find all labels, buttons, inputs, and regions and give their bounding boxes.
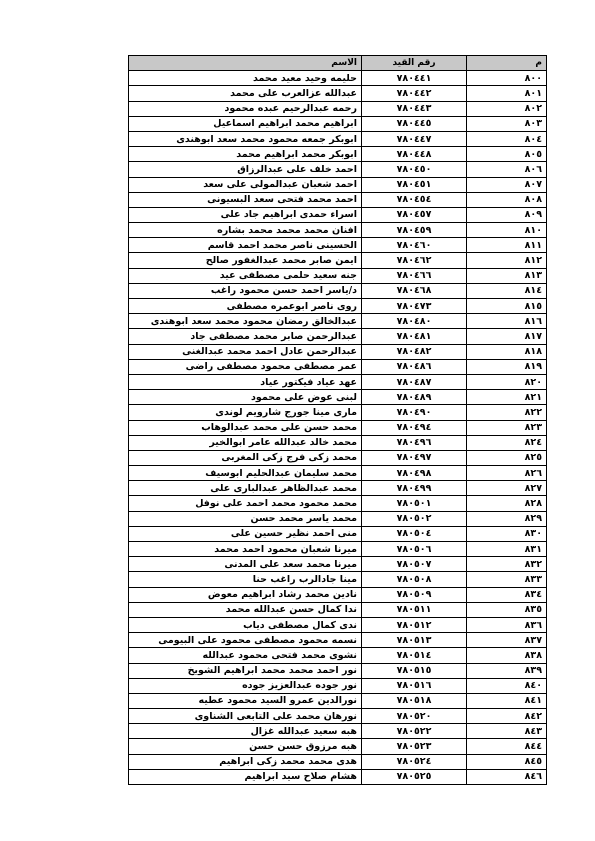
table-row bbox=[129, 466, 547, 481]
table-row bbox=[129, 314, 547, 329]
table-row bbox=[129, 450, 547, 465]
name-cell: احمد محمد فتحى سعد البسيونى bbox=[129, 192, 362, 207]
table-row bbox=[129, 207, 547, 222]
table-row bbox=[129, 390, 547, 405]
serial-number-cell: ٨١٥ bbox=[467, 299, 547, 314]
serial-number-cell: ٨٠٠ bbox=[467, 71, 547, 86]
registration-number-cell: ٧٨٠٤٤٥ bbox=[362, 116, 467, 131]
name-cell: ايمن صابر محمد عبدالغفور صالح bbox=[129, 253, 362, 268]
name-cell: محمد خالد عبدالله عامر ابوالخير bbox=[129, 435, 362, 450]
serial-number-cell: ٨٤١ bbox=[467, 693, 547, 708]
serial-number-cell: ٨٤٠ bbox=[467, 678, 547, 693]
registration-number-cell: ٧٨٠٤٨٠ bbox=[362, 314, 467, 329]
table-row bbox=[129, 481, 547, 496]
name-cell: ابوبكر محمد ابراهيم محمد bbox=[129, 147, 362, 162]
serial-number-cell: ٨٠٧ bbox=[467, 177, 547, 192]
serial-number-cell: ٨٣٤ bbox=[467, 587, 547, 602]
table-row bbox=[129, 769, 547, 784]
name-cell: احمد خلف على عبدالرزاق bbox=[129, 162, 362, 177]
name-cell: نور احمد محمد محمد ابراهيم الشويخ bbox=[129, 663, 362, 678]
table-row bbox=[129, 268, 547, 283]
table-row bbox=[129, 542, 547, 557]
name-cell: محمد محمود محمد احمد على نوفل bbox=[129, 496, 362, 511]
name-cell: مارى مينا جورج شارويم لوندى bbox=[129, 405, 362, 420]
table-row bbox=[129, 344, 547, 359]
table-row bbox=[129, 299, 547, 314]
registration-number-cell: ٧٨٠٤٨٢ bbox=[362, 344, 467, 359]
registration-number-cell: ٧٨٠٥١٣ bbox=[362, 633, 467, 648]
registration-number-cell: ٧٨٠٤٧٣ bbox=[362, 299, 467, 314]
serial-number-cell: ٨٢٣ bbox=[467, 420, 547, 435]
registration-number-cell: ٧٨٠٤٥٧ bbox=[362, 207, 467, 222]
registration-number-cell: ٧٨٠٤٥٤ bbox=[362, 192, 467, 207]
serial-number-cell: ٨١٢ bbox=[467, 253, 547, 268]
serial-number-cell: ٨٠٨ bbox=[467, 192, 547, 207]
registration-number-cell: ٧٨٠٤٨٧ bbox=[362, 374, 467, 389]
table-row bbox=[129, 587, 547, 602]
table-row bbox=[129, 420, 547, 435]
name-cell: محمد ياسر محمد حسن bbox=[129, 511, 362, 526]
registration-number-cell: ٧٨٠٤٥٩ bbox=[362, 223, 467, 238]
registration-number-cell: ٧٨٠٤٦٠ bbox=[362, 238, 467, 253]
table-row bbox=[129, 526, 547, 541]
name-cell: افنان محمد محمد محمد بشاره bbox=[129, 223, 362, 238]
registration-number-cell: ٧٨٠٤٤١ bbox=[362, 71, 467, 86]
name-cell: مينا جادالرب راغب حنا bbox=[129, 572, 362, 587]
table-row bbox=[129, 86, 547, 101]
name-cell: هشام صلاح سيد ابراهيم bbox=[129, 769, 362, 784]
name-cell: نور جوده عبدالعزيز جوده bbox=[129, 678, 362, 693]
name-cell: ندى كمال مصطفى دياب bbox=[129, 617, 362, 632]
table-row bbox=[129, 602, 547, 617]
serial-number-cell: ٨١٩ bbox=[467, 359, 547, 374]
serial-number-cell: ٨٤٦ bbox=[467, 769, 547, 784]
serial-number-cell: ٨١٧ bbox=[467, 329, 547, 344]
registration-number-cell: ٧٨٠٤٨١ bbox=[362, 329, 467, 344]
table-row bbox=[129, 238, 547, 253]
serial-number-cell: ٨٤٤ bbox=[467, 739, 547, 754]
serial-number-cell: ٨٢٨ bbox=[467, 496, 547, 511]
serial-number-cell: ٨٢٥ bbox=[467, 450, 547, 465]
registration-number-cell: ٧٨٠٤٤٣ bbox=[362, 101, 467, 116]
name-cell: د/ياسر احمد حسن محمود راغب bbox=[129, 283, 362, 298]
table-row bbox=[129, 147, 547, 162]
serial-number-cell: ٨٢٠ bbox=[467, 374, 547, 389]
table-row bbox=[129, 693, 547, 708]
serial-number-cell: ٨٠٦ bbox=[467, 162, 547, 177]
registration-number-cell: ٧٨٠٥١٥ bbox=[362, 663, 467, 678]
registration-number-cell: ٧٨٠٥٠٤ bbox=[362, 526, 467, 541]
serial-number-cell: ٨٢٧ bbox=[467, 481, 547, 496]
name-cell: روى ناصر ابوعمره مصطفى bbox=[129, 299, 362, 314]
name-cell: عهد عياد فيكتور عياد bbox=[129, 374, 362, 389]
name-cell: نورالدين عمرو السيد محمود عطيه bbox=[129, 693, 362, 708]
table-row bbox=[129, 253, 547, 268]
registration-number-cell: ٧٨٠٤٦٨ bbox=[362, 283, 467, 298]
name-cell: احمد شعبان عبدالمولى على سعد bbox=[129, 177, 362, 192]
serial-number-cell: ٨٠٩ bbox=[467, 207, 547, 222]
table-row bbox=[129, 572, 547, 587]
serial-number-cell: ٨٢٦ bbox=[467, 466, 547, 481]
registration-number-cell: ٧٨٠٥٠٨ bbox=[362, 572, 467, 587]
table-row bbox=[129, 496, 547, 511]
name-cell: نسمه محمود مصطفى محمود على البيومى bbox=[129, 633, 362, 648]
registration-number-cell: ٧٨٠٥٠٩ bbox=[362, 587, 467, 602]
header-name: الاسم bbox=[129, 56, 362, 71]
name-cell: نورهان محمد على التابعى الشناوى bbox=[129, 709, 362, 724]
serial-number-cell: ٨٣٧ bbox=[467, 633, 547, 648]
name-cell: عبدالرحمن صابر محمد مصطفى جاد bbox=[129, 329, 362, 344]
table-row bbox=[129, 405, 547, 420]
serial-number-cell: ٨٤٣ bbox=[467, 724, 547, 739]
table-row bbox=[129, 329, 547, 344]
name-cell: لبنى عوض على محمود bbox=[129, 390, 362, 405]
table-row bbox=[129, 283, 547, 298]
registration-number-cell: ٧٨٠٥٠١ bbox=[362, 496, 467, 511]
name-cell: ابوبكر جمعه محمود محمد سعد ابوهندى bbox=[129, 131, 362, 146]
header-row bbox=[129, 56, 547, 71]
registration-number-cell: ٧٨٠٥٠٧ bbox=[362, 557, 467, 572]
name-cell: نشوى محمد فتحى محمود عبدالله bbox=[129, 648, 362, 663]
name-cell: اسراء حمدى ابراهيم جاد على bbox=[129, 207, 362, 222]
table-row bbox=[129, 633, 547, 648]
serial-number-cell: ٨٢٤ bbox=[467, 435, 547, 450]
table-row bbox=[129, 177, 547, 192]
registration-number-cell: ٧٨٠٤٨٦ bbox=[362, 359, 467, 374]
table-row bbox=[129, 617, 547, 632]
name-cell: نادين محمد رشاد ابراهيم معوض bbox=[129, 587, 362, 602]
serial-number-cell: ٨٣٣ bbox=[467, 572, 547, 587]
serial-number-cell: ٨١١ bbox=[467, 238, 547, 253]
registration-number-cell: ٧٨٠٤٤٨ bbox=[362, 147, 467, 162]
name-cell: ميرنا محمد سعد على المدنى bbox=[129, 557, 362, 572]
table-row bbox=[129, 648, 547, 663]
table-row bbox=[129, 724, 547, 739]
table-row bbox=[129, 192, 547, 207]
name-cell: عمر مصطفى محمود مصطفى راضى bbox=[129, 359, 362, 374]
name-cell: رحمه عبدالرحيم عبده محمود bbox=[129, 101, 362, 116]
table-row bbox=[129, 511, 547, 526]
serial-number-cell: ٨١٨ bbox=[467, 344, 547, 359]
table-row bbox=[129, 101, 547, 116]
serial-number-cell: ٨٢١ bbox=[467, 390, 547, 405]
name-cell: ندا كمال حسن عبدالله محمد bbox=[129, 602, 362, 617]
serial-number-cell: ٨٢٢ bbox=[467, 405, 547, 420]
serial-number-cell: ٨٣٠ bbox=[467, 526, 547, 541]
registration-number-cell: ٧٨٠٥٢٣ bbox=[362, 739, 467, 754]
name-cell: هبه سعيد عبدالله غزال bbox=[129, 724, 362, 739]
table-row bbox=[129, 223, 547, 238]
registration-number-cell: ٧٨٠٥٢٤ bbox=[362, 754, 467, 769]
serial-number-cell: ٨٤٥ bbox=[467, 754, 547, 769]
registration-number-cell: ٧٨٠٤٦٦ bbox=[362, 268, 467, 283]
registration-number-cell: ٧٨٠٤٦٢ bbox=[362, 253, 467, 268]
registration-number-cell: ٧٨٠٤٥١ bbox=[362, 177, 467, 192]
name-cell: عبدالله عزالعرب على محمد bbox=[129, 86, 362, 101]
registration-number-cell: ٧٨٠٥٠٦ bbox=[362, 542, 467, 557]
registration-number-cell: ٧٨٠٤٩٧ bbox=[362, 450, 467, 465]
register-table bbox=[128, 55, 547, 785]
serial-number-cell: ٨٠١ bbox=[467, 86, 547, 101]
registration-number-cell: ٧٨٠٤٩٩ bbox=[362, 481, 467, 496]
registration-number-cell: ٧٨٠٥١٢ bbox=[362, 617, 467, 632]
serial-number-cell: ٨١٤ bbox=[467, 283, 547, 298]
serial-number-cell: ٨١٦ bbox=[467, 314, 547, 329]
header-serial-number: م bbox=[467, 56, 547, 71]
registration-number-cell: ٧٨٠٤٤٧ bbox=[362, 131, 467, 146]
table-row bbox=[129, 709, 547, 724]
serial-number-cell: ٨٣٦ bbox=[467, 617, 547, 632]
table-row bbox=[129, 663, 547, 678]
registration-number-cell: ٧٨٠٥٢٢ bbox=[362, 724, 467, 739]
header-registration-number: رقم القيد bbox=[362, 56, 467, 71]
name-cell: محمد زكى فرج زكى المغربى bbox=[129, 450, 362, 465]
registration-number-cell: ٧٨٠٤٨٩ bbox=[362, 390, 467, 405]
table-row bbox=[129, 116, 547, 131]
name-cell: جنه سعيد حلمى مصطفى عيد bbox=[129, 268, 362, 283]
table-body bbox=[129, 71, 547, 785]
name-cell: منى احمد نظير حسين على bbox=[129, 526, 362, 541]
name-cell: الحسينى ناصر محمد احمد قاسم bbox=[129, 238, 362, 253]
serial-number-cell: ٨٣٥ bbox=[467, 602, 547, 617]
name-cell: محمد حسن على محمد عبدالوهاب bbox=[129, 420, 362, 435]
name-cell: محمد سليمان عبدالحليم ابوسيف bbox=[129, 466, 362, 481]
table-row bbox=[129, 678, 547, 693]
registration-number-cell: ٧٨٠٤٥٠ bbox=[362, 162, 467, 177]
name-cell: عبدالخالق رمضان محمود محمد سعد ابوهندى bbox=[129, 314, 362, 329]
serial-number-cell: ٨٠٥ bbox=[467, 147, 547, 162]
name-cell: حليمه وحيد معيد محمد bbox=[129, 71, 362, 86]
table-row bbox=[129, 71, 547, 86]
registration-number-cell: ٧٨٠٤٩٠ bbox=[362, 405, 467, 420]
name-cell: هبه مرزوق حسن حسن bbox=[129, 739, 362, 754]
serial-number-cell: ٨٢٩ bbox=[467, 511, 547, 526]
table-row bbox=[129, 162, 547, 177]
table-row bbox=[129, 374, 547, 389]
registration-number-cell: ٧٨٠٤٩٦ bbox=[362, 435, 467, 450]
table-row bbox=[129, 754, 547, 769]
registration-number-cell: ٧٨٠٥٠٢ bbox=[362, 511, 467, 526]
registration-number-cell: ٧٨٠٥١١ bbox=[362, 602, 467, 617]
table-row bbox=[129, 435, 547, 450]
serial-number-cell: ٨٠٢ bbox=[467, 101, 547, 116]
table-row bbox=[129, 739, 547, 754]
name-cell: ابراهيم محمد ابراهيم اسماعيل bbox=[129, 116, 362, 131]
registration-number-cell: ٧٨٠٤٩٤ bbox=[362, 420, 467, 435]
registration-number-cell: ٧٨٠٥١٤ bbox=[362, 648, 467, 663]
registration-number-cell: ٧٨٠٥١٦ bbox=[362, 678, 467, 693]
serial-number-cell: ٨٠٤ bbox=[467, 131, 547, 146]
serial-number-cell: ٨٣٨ bbox=[467, 648, 547, 663]
table-row bbox=[129, 557, 547, 572]
name-cell: عبدالرحمن عادل احمد محمد عبدالغنى bbox=[129, 344, 362, 359]
registration-number-cell: ٧٨٠٥٢٥ bbox=[362, 769, 467, 784]
table-row bbox=[129, 359, 547, 374]
name-cell: محمد عبدالظاهر عبدالبارى على bbox=[129, 481, 362, 496]
table-header bbox=[129, 56, 547, 71]
registration-number-cell: ٧٨٠٤٩٨ bbox=[362, 466, 467, 481]
serial-number-cell: ٨٤٢ bbox=[467, 709, 547, 724]
registration-number-cell: ٧٨٠٥٢٠ bbox=[362, 709, 467, 724]
serial-number-cell: ٨١٣ bbox=[467, 268, 547, 283]
table-row bbox=[129, 131, 547, 146]
name-cell: ميرنا شعبان محمود احمد محمد bbox=[129, 542, 362, 557]
name-cell: هدى محمد محمد زكى ابراهيم bbox=[129, 754, 362, 769]
serial-number-cell: ٨٣٩ bbox=[467, 663, 547, 678]
registration-number-cell: ٧٨٠٤٤٢ bbox=[362, 86, 467, 101]
registration-number-cell: ٧٨٠٥١٨ bbox=[362, 693, 467, 708]
serial-number-cell: ٨١٠ bbox=[467, 223, 547, 238]
serial-number-cell: ٨٣٢ bbox=[467, 557, 547, 572]
serial-number-cell: ٨٣١ bbox=[467, 542, 547, 557]
serial-number-cell: ٨٠٣ bbox=[467, 116, 547, 131]
